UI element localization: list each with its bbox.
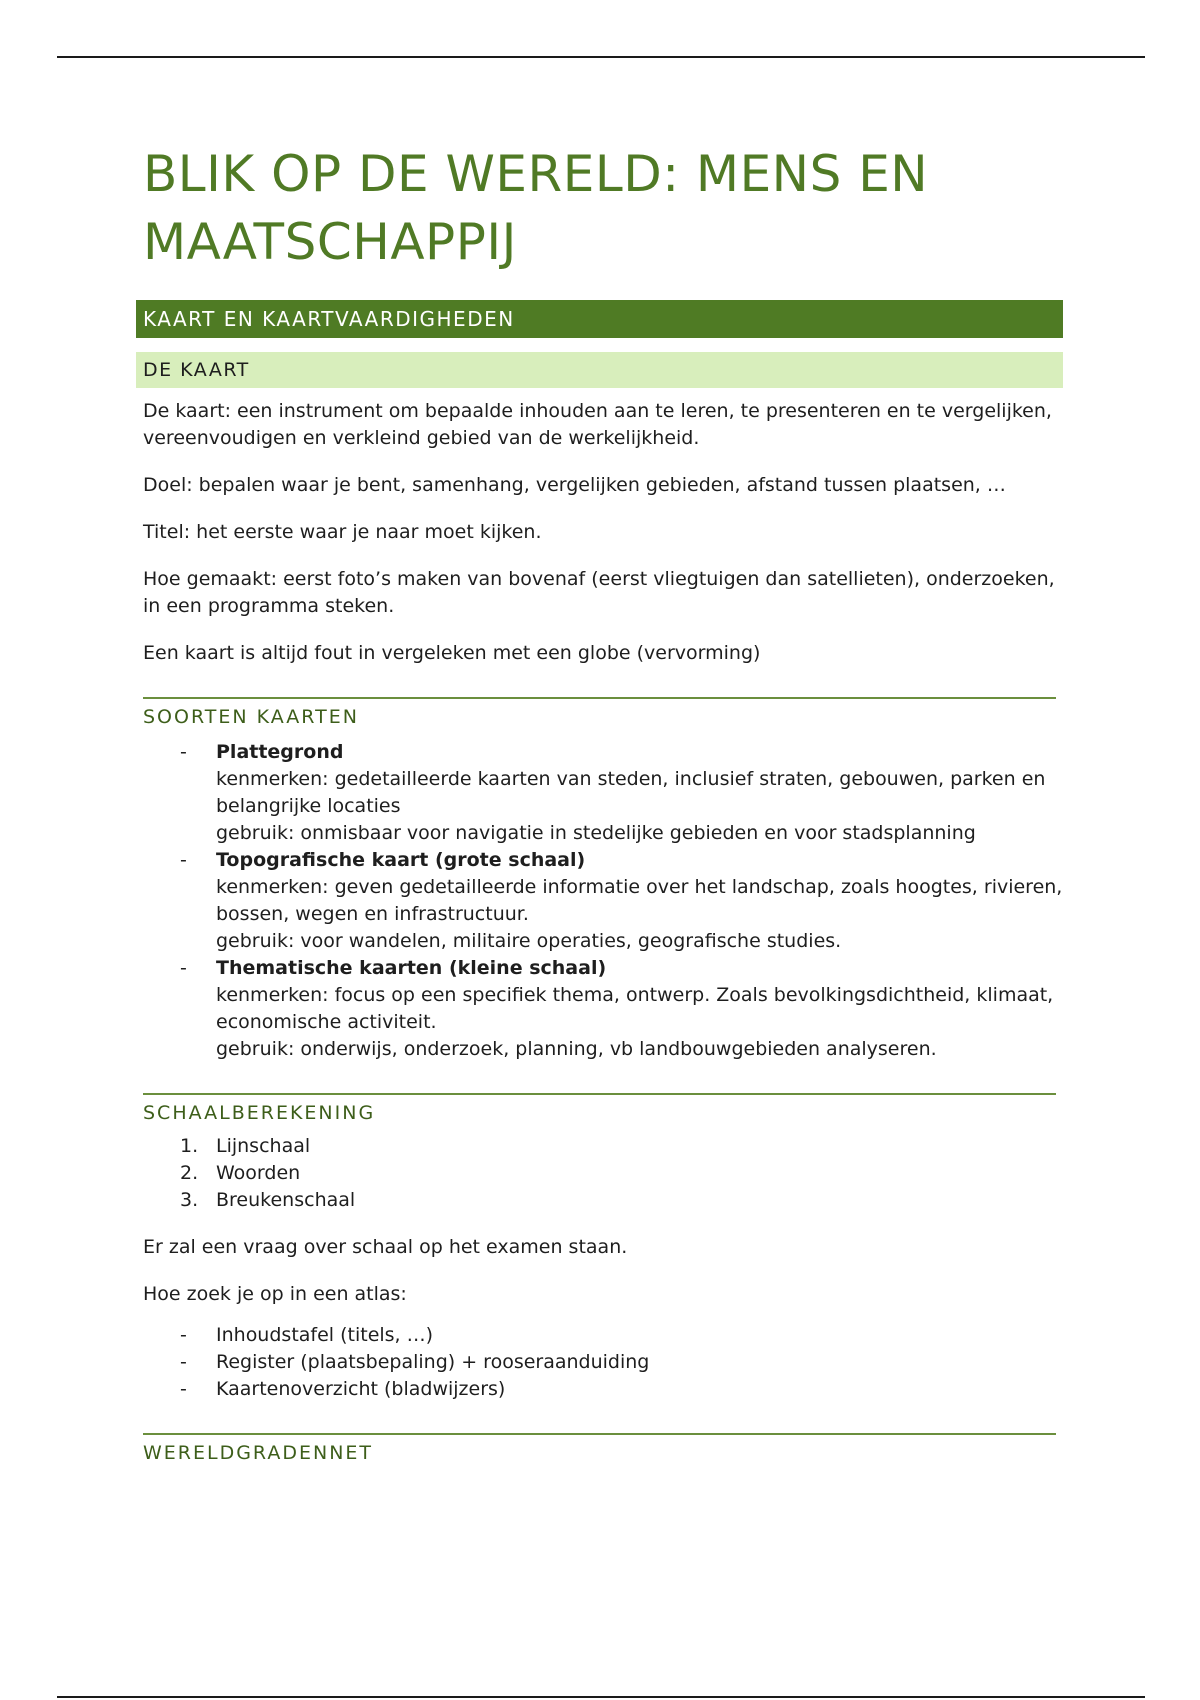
subsection-heading-de-kaart: DE KAART	[136, 352, 1063, 388]
list-item	[143, 1160, 1063, 1187]
title-line-2: MAATSCHAPPIJ	[143, 213, 517, 271]
list-number: 1.	[180, 1135, 199, 1157]
list-item	[143, 1187, 1063, 1214]
paragraph-doel: Doel: bepalen waar je bent, samenhang, vergelijken gebieden, afstand tussen plaatsen, …	[143, 474, 1006, 496]
paragraph-titel: Titel: het eerste waar je naar moet kijken.	[143, 521, 542, 543]
gebruik-text: gebruik: onmisbaar voor navigatie in stedelijke gebieden en voor stadsplanning	[216, 822, 976, 844]
term-plattegrond: Plattegrond	[216, 741, 344, 763]
list-item-label: Inhoudstafel (titels, …)	[216, 1324, 434, 1346]
gebruik-text: gebruik: onderwijs, onderzoek, planning, vb landbouwgebieden analyseren.	[216, 1038, 937, 1060]
soorten-list	[143, 739, 1063, 1063]
dash-bullet: -	[180, 957, 187, 979]
list-item	[143, 1349, 1063, 1376]
list-item-label: Breukenschaal	[216, 1189, 356, 1211]
list-number: 2.	[180, 1162, 199, 1184]
schaal-list	[143, 1133, 1063, 1214]
list-item	[143, 847, 1063, 955]
heading-soorten-kaarten: SOORTEN KAARTEN	[143, 697, 1056, 731]
paragraph-vervorming: Een kaart is altijd fout in vergeleken met een globe (vervorming)	[143, 642, 761, 664]
paragraph-definition: De kaart: een instrument om bepaalde inhouden aan te leren, te presenteren en te vergelijken, vereenvoudigen en verkleind gebied van de werkelijkheid.	[143, 400, 1052, 449]
atlas-list	[143, 1322, 1063, 1403]
term-topografische-kaart: Topografische kaart (grote schaal)	[216, 849, 586, 871]
dash-bullet: -	[180, 1378, 187, 1400]
dash-bullet: -	[180, 849, 187, 871]
section-heading-kaart: KAART EN KAARTVAARDIGHEDEN	[136, 300, 1063, 338]
dash-bullet: -	[180, 1351, 187, 1373]
list-item-label: Register (plaatsbepaling) + rooseraanduiding	[216, 1351, 650, 1373]
list-number: 3.	[180, 1189, 199, 1211]
dash-bullet: -	[180, 741, 187, 763]
paragraph-atlas-intro: Hoe zoek je op in een atlas:	[143, 1283, 407, 1305]
list-item	[143, 739, 1063, 847]
list-item	[143, 1133, 1063, 1160]
kenmerken-text: kenmerken: gedetailleerde kaarten van steden, inclusief straten, gebouwen, parken en belangrijke locaties	[216, 768, 1046, 817]
kenmerken-text: kenmerken: geven gedetailleerde informatie over het landschap, zoals hoogtes, rivieren, bossen, wegen en infrastructuur.	[216, 876, 1063, 925]
heading-wereldgradennet: WERELDGRADENNET	[143, 1433, 1056, 1467]
paragraph-hoe-gemaakt: Hoe gemaakt: eerst foto’s maken van bovenaf (eerst vliegtuigen dan satellieten), onderzoeken, in een programma steken.	[143, 568, 1055, 617]
title-line-1: BLIK OP DE WERELD: MENS EN	[143, 145, 929, 203]
page-bottom-rule	[57, 1696, 1145, 1698]
list-item-label: Lijnschaal	[216, 1135, 311, 1157]
paragraph-schaal-examen: Er zal een vraag over schaal op het examen staan.	[143, 1236, 628, 1258]
kenmerken-text: kenmerken: focus op een specifiek thema, ontwerp. Zoals bevolkingsdichtheid, klimaat, economische activiteit.	[216, 984, 1054, 1033]
page-top-rule	[57, 56, 1145, 58]
document-content	[143, 140, 1063, 1467]
list-item	[143, 1322, 1063, 1349]
list-item	[143, 955, 1063, 1063]
dash-bullet: -	[180, 1324, 187, 1346]
term-thematische-kaarten: Thematische kaarten (kleine schaal)	[216, 957, 607, 979]
document-title	[143, 140, 1063, 276]
heading-schaalberekening: SCHAALBEREKENING	[143, 1093, 1056, 1127]
list-item	[143, 1376, 1063, 1403]
list-item-label: Woorden	[216, 1162, 301, 1184]
list-item-label: Kaartenoverzicht (bladwijzers)	[216, 1378, 506, 1400]
gebruik-text: gebruik: voor wandelen, militaire operaties, geografische studies.	[216, 930, 842, 952]
